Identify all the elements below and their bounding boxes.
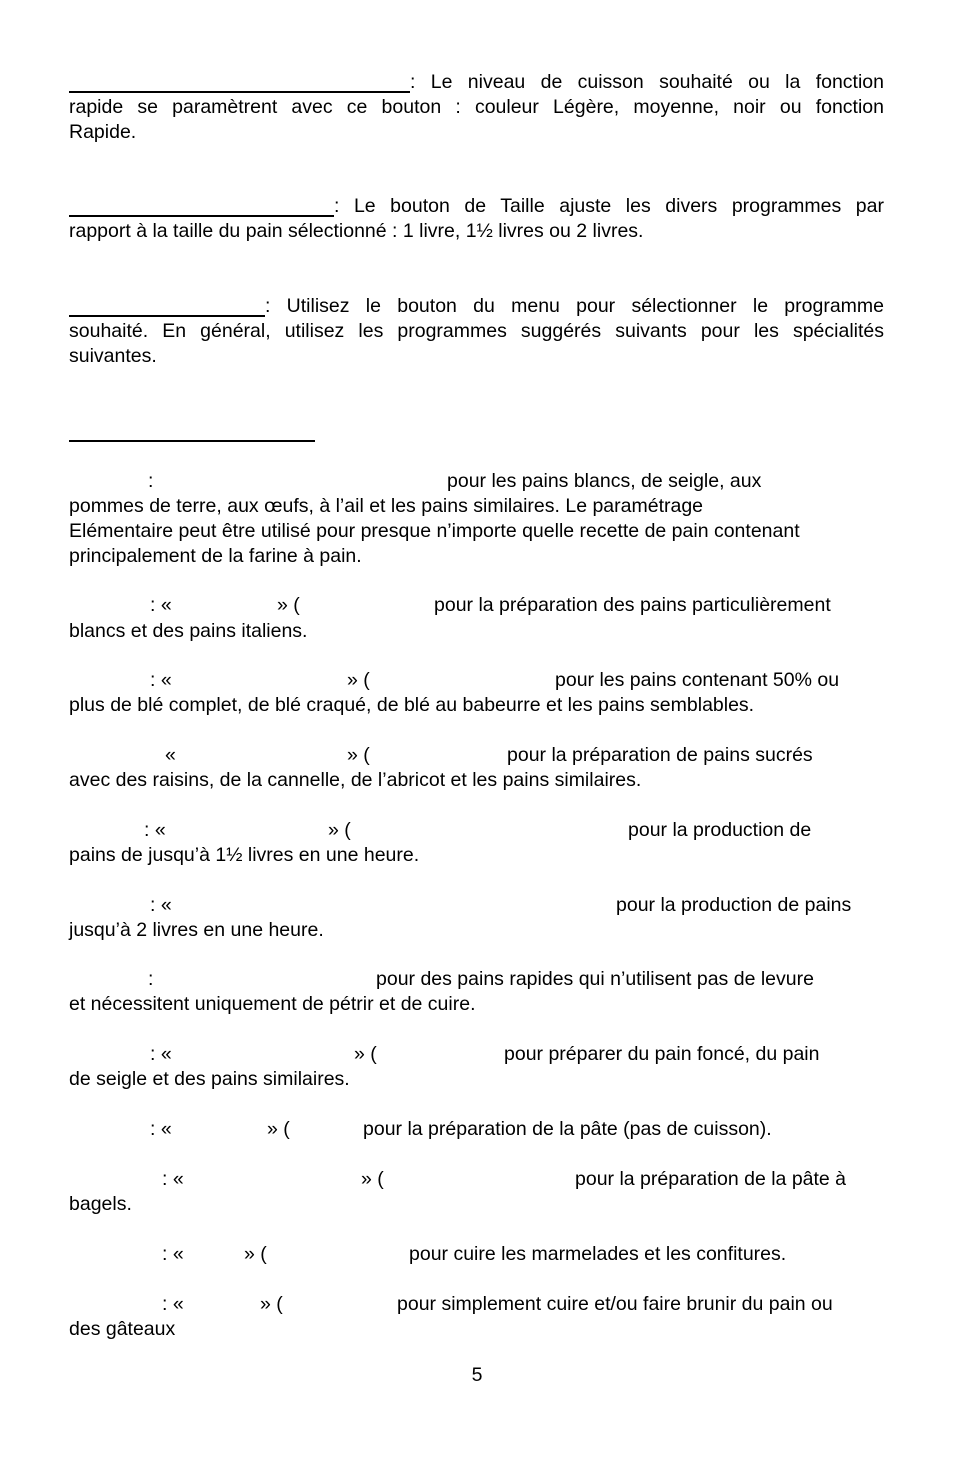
program-12-close: » ( (260, 1293, 283, 1315)
program-2-open: : « (150, 594, 172, 616)
program-1-desc-line-2: pommes de terre, aux œufs, à l’ail et les pains similaires. Le paramétrage (69, 495, 704, 517)
section-menu-line-1 (69, 295, 884, 317)
program-10-desc-line-1: pour la préparation de la pâte à (575, 1168, 847, 1190)
program-1-open: : (148, 470, 154, 492)
program-9-close: » ( (267, 1118, 290, 1140)
section-size-line-2: rapport à la taille du pain sélectionné : 1 livre, 1½ livres ou 2 livres. (69, 220, 644, 242)
program-6-desc-line-2: jusqu’à 2 livres en une heure. (69, 919, 324, 941)
page-number: 5 (471, 1364, 483, 1386)
program-6-desc-line-1: pour la production de pains (616, 894, 852, 916)
program-5-close: » ( (328, 819, 351, 841)
program-5-desc-line-2: pains de jusqu’à 1½ livres en une heure. (69, 844, 420, 866)
program-4-open: « (165, 744, 176, 766)
blank-field (69, 295, 265, 317)
program-5-desc-line-1: pour la production de (628, 819, 812, 841)
section-color-line-2: rapide se paramètrent avec ce bouton : couleur Légère, moyenne, noir ou fonction (69, 96, 884, 118)
program-8-desc-line-1: pour préparer du pain foncé, du pain (504, 1043, 820, 1065)
program-2-close: » ( (277, 594, 300, 616)
program-2-desc-line-1: pour la préparation des pains particulièrement (434, 594, 831, 616)
program-7-desc-line-2: et nécessitent uniquement de pétrir et de cuire. (69, 993, 476, 1015)
program-8-desc-line-2: de seigle et des pains similaires. (69, 1068, 350, 1090)
blank-field (69, 71, 410, 93)
section-menu-text: : Utilisez le bouton du menu pour sélectionner le programme (265, 295, 884, 317)
program-4-desc-line-1: pour la préparation de pains sucrés (507, 744, 813, 766)
program-8-open: : « (150, 1043, 172, 1065)
program-12-desc-line-1: pour simplement cuire et/ou faire brunir du pain ou (397, 1293, 833, 1315)
program-3-desc-line-2: plus de blé complet, de blé craqué, de blé au babeurre et les pains semblables. (69, 694, 755, 716)
program-3-desc-line-1: pour les pains contenant 50% ou (555, 669, 840, 691)
program-9-open: : « (150, 1118, 172, 1140)
program-10-close: » ( (361, 1168, 384, 1190)
program-10-open: : « (162, 1168, 184, 1190)
section-menu-line-3: suivantes. (69, 345, 157, 367)
blank-field (69, 195, 334, 217)
program-12-open: : « (162, 1293, 184, 1315)
program-1-desc-line-4: principalement de la farine à pain. (69, 545, 362, 567)
program-9-desc-line-1: pour la préparation de la pâte (pas de cuisson). (363, 1118, 772, 1140)
program-5-open: : « (144, 819, 166, 841)
section-color-text: : Le niveau de cuisson souhaité ou la fonction (410, 71, 884, 93)
program-4-desc-line-2: avec des raisins, de la cannelle, de l’abricot et les pains similaires. (69, 769, 642, 791)
section-size-text: : Le bouton de Taille ajuste les divers programmes par (334, 195, 884, 217)
section-color-line-1 (69, 71, 884, 93)
program-3-open: : « (150, 669, 172, 691)
section-color-line-3: Rapide. (69, 121, 137, 143)
program-12-desc-line-2: des gâteaux (69, 1318, 176, 1340)
program-1-desc-line-3: Elémentaire peut être utilisé pour presque n’importe quelle recette de pain contenant (69, 520, 800, 542)
program-11-desc-line-1: pour cuire les marmelades et les confitures. (409, 1243, 787, 1265)
program-8-close: » ( (354, 1043, 377, 1065)
program-6-open: : « (150, 894, 172, 916)
program-4-close: » ( (347, 744, 370, 766)
program-3-close: » ( (347, 669, 370, 691)
heading-blank-rule (69, 440, 315, 442)
section-menu-line-2: souhaité. En général, utilisez les programmes suggérés suivants pour les spécialités (69, 320, 884, 342)
program-11-open: : « (162, 1243, 184, 1265)
program-1-desc-line-1: pour les pains blancs, de seigle, aux (447, 470, 762, 492)
program-2-desc-line-2: blancs et des pains italiens. (69, 620, 308, 642)
program-7-desc-line-1: pour des pains rapides qui n’utilisent pas de levure (376, 968, 814, 990)
program-7-open: : (148, 968, 154, 990)
section-size-line-1 (69, 195, 884, 217)
program-10-desc-line-2: bagels. (69, 1193, 132, 1215)
program-11-close: » ( (244, 1243, 267, 1265)
